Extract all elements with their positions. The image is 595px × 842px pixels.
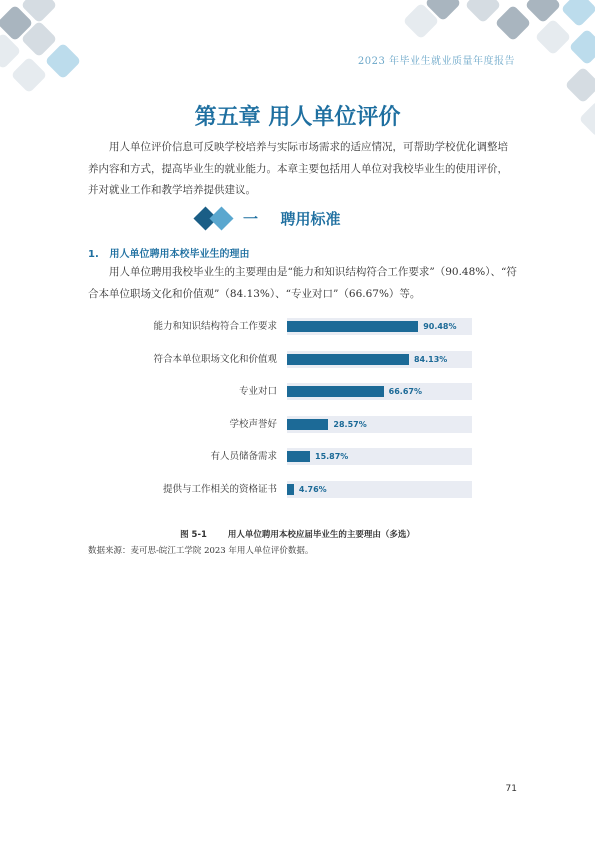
category-label: 专业对口 — [238, 386, 277, 397]
value-label: 66.67% — [388, 387, 422, 396]
bar-row — [0, 411, 595, 437]
category-label: 能力和知识结构符合工作要求 — [153, 321, 277, 332]
chapter-title: 第五章 用人单位评价 — [194, 104, 401, 130]
bar — [287, 321, 418, 332]
deco-square — [11, 57, 48, 94]
bar-row — [0, 476, 595, 502]
deco-square — [565, 67, 595, 104]
deco-square — [495, 5, 532, 42]
deco-square — [45, 43, 82, 80]
bar-track — [287, 351, 472, 368]
bar-track — [287, 416, 472, 433]
bar-row — [0, 346, 595, 372]
bar-row — [0, 313, 595, 339]
figure-caption — [0, 528, 595, 540]
bar — [287, 484, 294, 495]
deco-square — [535, 19, 572, 56]
value-label: 15.87% — [315, 452, 349, 461]
deco-square — [569, 29, 595, 66]
page-number: 71 — [505, 784, 517, 794]
deco-square — [561, 0, 595, 27]
intro-paragraph: 用人单位评价信息可反映学校培养与实际市场需求的适应情况，可帮助学校优化调整培养内容和方式，提高毕业生的就业能力。本章主要包括用人单位对我校毕业生的使用评价，并对就业工作和教学培养提供建议。 — [88, 141, 508, 196]
figure-caption-text: 用人单位聘用本校应届毕业生的主要理由（多选） — [227, 530, 415, 540]
category-label: 符合本单位职场文化和价值观 — [153, 353, 277, 365]
bar-track — [287, 448, 472, 465]
subsection-title: 用人单位聘用本校毕业生的理由 — [109, 249, 250, 260]
deco-square — [465, 0, 502, 23]
value-label: 4.76% — [298, 484, 327, 494]
value-label: 84.13% — [413, 354, 448, 364]
bar-row — [0, 378, 595, 404]
bar-row — [0, 443, 595, 469]
reasons-bar-chart — [0, 313, 595, 513]
figure-number: 图 5-1 — [180, 530, 207, 540]
section-title — [243, 208, 341, 229]
value-label: 90.48% — [423, 322, 457, 331]
bar — [287, 451, 310, 462]
bar-track — [287, 383, 472, 400]
category-label: 学校声誉好 — [229, 418, 277, 430]
bar — [287, 386, 384, 397]
section-number: 一 — [243, 210, 259, 228]
data-source: 数据来源：麦可思-皖江工学院 2023 年用人单位评价数据。 — [88, 546, 314, 556]
bar — [287, 419, 328, 430]
body-paragraph: 用人单位聘用我校毕业生的主要理由是“能力和知识结构符合工作要求”（90.48%）、“符合本单位职场文化和价值观”（84.13%）、“专业对口”（66.67%）等。 — [88, 266, 517, 300]
category-label: 有人员储备需求 — [210, 451, 277, 462]
section-title-text: 聘用标准 — [280, 210, 341, 228]
subsection-number: 1. — [88, 249, 99, 260]
diamond-icon — [209, 206, 233, 230]
value-label: 28.57% — [333, 419, 367, 429]
running-header: 2023 年毕业生就业质量年度报告 — [357, 56, 515, 67]
category-label: 提供与工作相关的资格证书 — [162, 483, 277, 495]
bar — [287, 354, 409, 365]
bar-track — [287, 481, 472, 498]
bar-track — [287, 318, 472, 335]
subsection-heading — [88, 245, 249, 260]
deco-square — [525, 0, 562, 23]
